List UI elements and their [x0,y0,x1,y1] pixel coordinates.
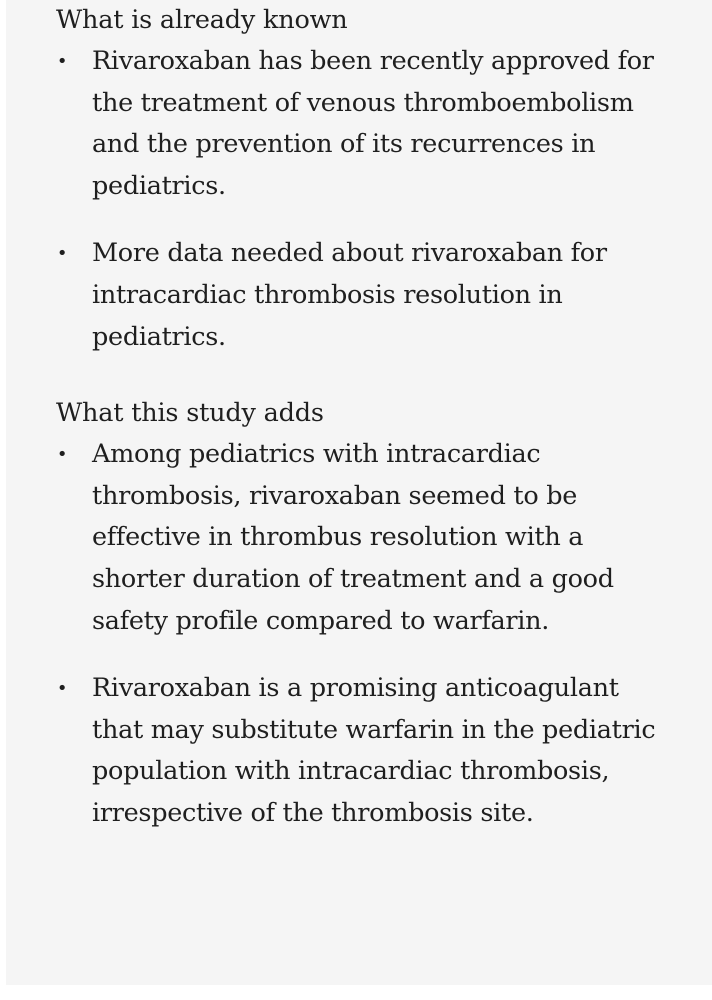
list-item [56,434,672,642]
bullet-icon: • [56,51,68,72]
study-adds-list [56,434,672,834]
section-heading-already-known: What is already known [56,5,348,35]
list-item-text: Among pediatrics with intracardiac thrombosis, rivaroxaban seemed to be effective in thrombus resolution with a shorter duration of treatment and a good safety profile compared to warfarin. [92,439,614,636]
section-heading-study-adds: What this study adds [56,398,324,429]
key-points-panel [6,0,712,985]
list-item-text: Rivaroxaban has been recently approved for the treatment of venous thromboembolism and the prevention of its recurrences in pediatrics. [92,46,654,201]
list-item-text: More data needed about rivaroxaban for intracardiac thrombosis resolution in pediatrics. [92,238,607,352]
bullet-icon: • [56,444,68,466]
already-known-list [56,41,672,358]
list-item [56,233,672,358]
bullet-icon: • [56,678,68,700]
list-item-text: Rivaroxaban is a promising anticoagulant that may substitute warfarin in the pediatric population with intracardiac thrombosis, irrespective of the thrombosis site. [92,673,656,828]
list-item [56,668,672,834]
bullet-icon: • [56,243,68,265]
list-item [56,41,672,207]
